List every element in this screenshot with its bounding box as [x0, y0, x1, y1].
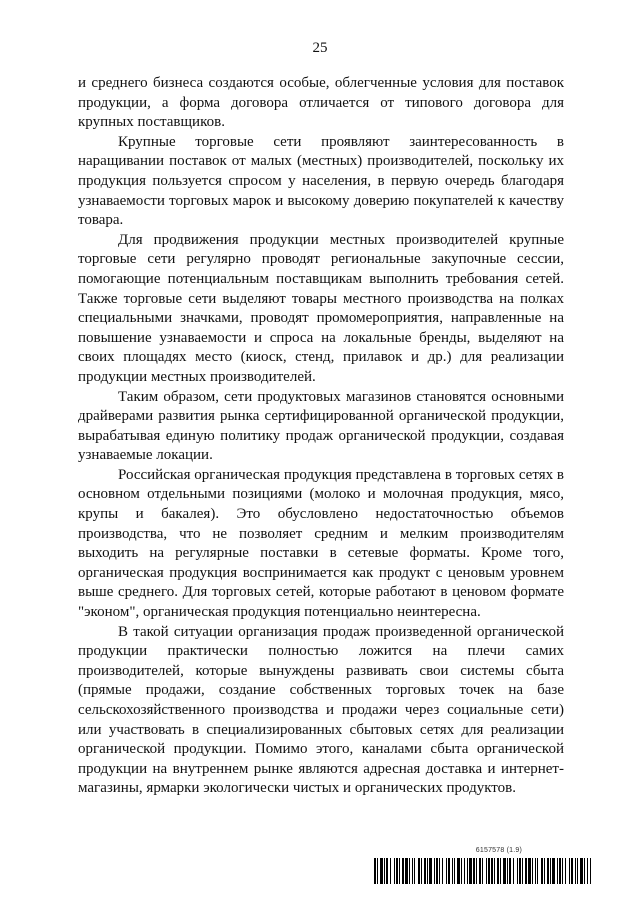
paragraph-4: Таким образом, сети продуктовых магазинов становятся основными драйверами развития рынка сертифицированной органической продукции, вырабатывая единую политику продаж органической продукции, создавая узнаваемые локации.: [78, 388, 564, 464]
stamp-code: 6157578 (1.9): [475, 847, 522, 854]
paragraph-1: и среднего бизнеса создаются особые, облегченные условия для поставок продукции, а форма договора отличается от типового договора для крупных поставщиков.: [78, 75, 564, 131]
page-number: 25: [312, 40, 328, 56]
paragraph-2: Крупные торговые сети проявляют заинтересованность в наращивании поставок от малых (местных) производителей, поскольку их продукция пользуется спросом у населения, в первую очередь благодаря узнаваемости торговых марок и высокому доверию покупателей к качеству товара.: [78, 133, 564, 229]
document-stamp: [374, 847, 592, 884]
paragraph-6: В такой ситуации организация продаж произведенной органической продукции практически полностью ложится на плечи самих производителей, которые вынуждены развивать свои системы сбыта (прямые продажи, создание собственных торговых точек на базе сельскохозяйственного производства и продажи через социальные сети) или участвовать в специализированных сбытовых сетях для реализации органической продукции. Помимо этого, каналами сбыта органической продукции на внутреннем рынке являются адресная доставка и интернет-магазины, ярмарки экологически чистых и органических продуктов.: [78, 623, 564, 797]
body-text: [78, 74, 564, 799]
barcode-image: [374, 858, 592, 884]
paragraph-3: Для продвижения продукции местных производителей крупные торговые сети регулярно проводят региональные закупочные сессии, помогающие потенциальным поставщикам выполнить требования сетей. Также торговые сети выделяют товары местного производства на полках специальными значками, проводят промомероприятия, направленные на повышение узнаваемости и спроса на локальные бренды, выделяют на своих площадях место (киоск, стенд, прилавок и др.) для реализации продукции местных производителей.: [78, 231, 564, 385]
paragraph-5: Российская органическая продукция представлена в торговых сетях в основном отдельными позициями (молоко и молочная продукция, мясо, крупы и бакалея). Это обусловлено недостаточностью объемов производства, что не позволяет средним и мелким производителям выходить на регулярные поставки в сетевые форматы. Кроме того, органическая продукция воспринимается как продукт с ценовым уровнем выше среднего. Для торговых сетей, которые работают в ценовом формате "эконом", органическая продукция потенциально неинтересна.: [78, 466, 564, 621]
